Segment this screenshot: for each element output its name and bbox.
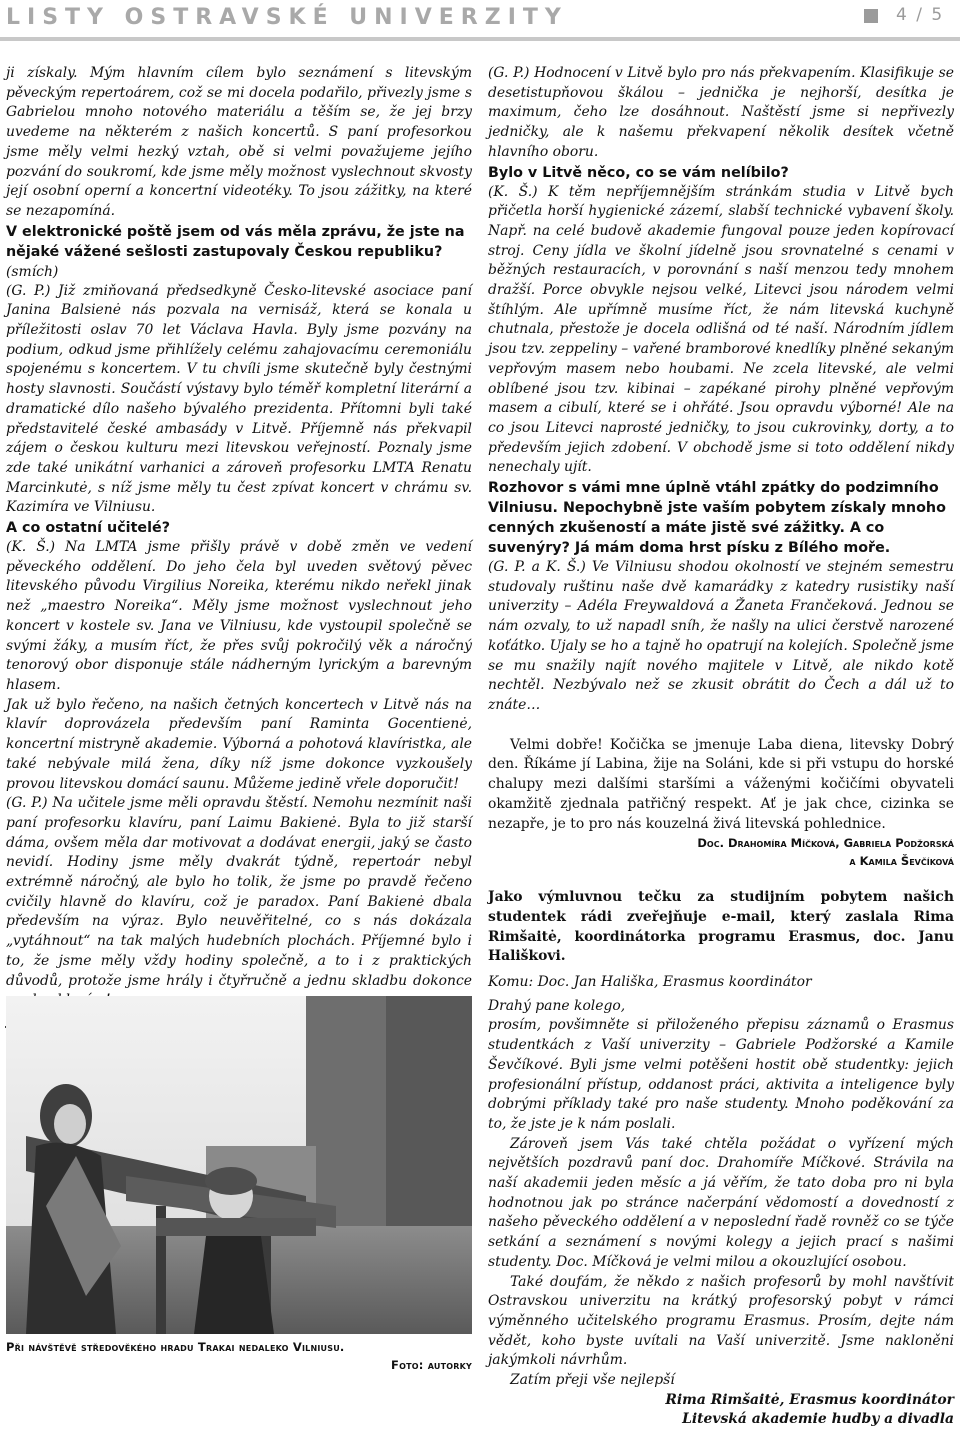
page-header — [0, 0, 960, 34]
interview-question: A co ostatní učitelé? — [6, 520, 170, 537]
paragraph: (K. Š.) Na LMTA jsme přišly právě v době změn ve vedení pěveckého oddělení. Do jeho čela byl uveden světový pěvec litevského původu Virgilius Noreika, kterému nikdo neřekl jinak než „maestro Noreika“. Měly jsme možnost vyslechnout jeho koncert v kostele sv. Jana ve Vilniusu, kde vystoupil společně se svými žáky, a musím říct, že přes svůj pokročilý věk a náročný tenorový obor disponuje stále nádherným lyrickým a barevným hlasem. — [6, 539, 472, 693]
paragraph: (G. P.) Již zmiňovaná předsedkyně Česko-litevské asociace paní Janina Balsienė nás pozvala na vernisáž, která se konala u příležitosti oslav 70 let Václava Havla. Byly jsme pozvány na podium, odkud jsme přihlížely celému zahajovacímu ceremoniálu spojenému s koncertem. V tu chvíli jsme skutečně byly čestnými hosty slavnosti. Součástí výstavy bylo téměř kompletní literární a dramatické dílo našeho bývalého prezidenta. Přítomni byli také představitelé české ambasády v Litvě. Příjemně nás překvapil zájem o českou kulturu mezi litevskou veřejností. Poznaly jsme zde také unikátní varhanici a zároveň profesorku LMTA Renatu Marcinkutė, s níž jsme měly tu čest zpívat koncert v chrámu sv. Kazimíra ve Vilniusu. — [6, 282, 472, 516]
photo-illustration — [6, 996, 472, 1334]
signature-line: Doc. Drahomíra Míčková, Gabriela Podžorská — [697, 836, 954, 851]
email-greeting: Drahý pane kolego, — [488, 997, 626, 1014]
paragraph: (G. P. a K. Š.) Ve Vilniusu shodou okolností ve stejném semestru studovaly ruštinu naše dvě kamarádky z katedry rusistiky naší univerzity – Adéla Freywaldová a Žaneta Frančeková. Jednou se nám ozvaly, to už napadl sníh, že našly na ulici čerstvě narozené koťátko. Ujaly se ho a tajně ho opatrují na kolejích. Společně jsme se mu snažily najít nového majitele v Litvě, ale nikdo kotě nechtěl. Nezbývalo než se zkusit obrátit do Čech a dál už to znáte… — [488, 559, 954, 713]
paragraph: (G. P.) Hodnocení v Litvě bylo pro nás překvapením. Klasifikuje se desetistupňovou škálou – jednička je nejhorší, desítka je maximum, čeho lze dosáhnout. Naštěstí jsme si nepřivezly jedničky, ale k našemu překvapení několik desítek včetně hlavního oboru. — [488, 65, 954, 160]
email-signature-name: Rima Rimšaitė, Erasmus koordinátor — [665, 1391, 954, 1408]
interview-question — [6, 222, 472, 282]
photo-caption — [6, 1340, 472, 1372]
email-recipient: Komu: Doc. Jan Hališka, Erasmus koordinátor — [488, 974, 812, 991]
email-paragraph: prosím, povšimněte si přiloženého přepisu záznamů o Erasmus studentkách z Vaší univerzity – Gabriele Podžorské a Kamile Ševčíkové. Byli jsme velmi potěšeni hostit obě studentky: jejich profesionální přístup, oddanost práci, aktivita a inteligence byly dobrými příklady také pro naše studenty. Mnoho poděkování za to, že jste je k nám poslali. — [488, 1017, 954, 1132]
email-paragraph: Také doufám, že někdo z našich profesorů by mohl navštívit Ostravskou univerzitu na krátký profesorský pobyt v rámci výměnného učitelského programu Erasmus. Prosím, dejte nám vědět, koho byste uvítali na Vaší univerzitě. Jsme nakloněni jakýmkoli návrhům. — [488, 1273, 954, 1369]
interview-question: Bylo v Litvě něco, co se vám nelíbilo? — [488, 164, 789, 181]
left-column — [6, 64, 472, 1051]
photo-credit: Foto: autorky — [391, 1358, 472, 1372]
photo-trakai-castle — [6, 996, 472, 1334]
signature-authors — [488, 834, 954, 870]
paragraph: (G. P.) Na učitele jsme měli opravdu štěstí. Nemohu nezmínit naši paní profesorku klavíru, paní Laimu Bakienė. Byla to již starší dáma, ovšem měla dar motivovat a dodávat energii, jaký se často nevidí. Hodiny jsme měly dvakrát týdně, repertoár nebyl extrémně náročný, ale bylo ho tolik, že jsme po pravdě řečeno cvičily hlavně do klavíru, což je paradox. Paní Bakienė dbala především na výraz. Bylo neuvěřitelné, co s nás dokázala „vytáhnout“ na tak malých hudebních plochách. Příjemné bylo i to, že jsme měly vždy hodiny společně, a to i z praktických důvodů, protože jsme hrály i čtyřručně a jednu skladbu dokonce — [6, 795, 472, 989]
paragraph: Velmi dobře! Kočička se jmenuje Laba diena, litevsky Dobrý den. Říkáme jí Labina, žije na Soláni, kde si při vstupu do horské chalupy mezi dalšími staršími a váženými kočičími obyvateli okamžitě zjednala patřičný respekt. Ať je jak chce, cizinka se nezapře, je to pro nás kouzelná živá litevská pohlednice. — [488, 736, 954, 832]
interview-question: Rozhovor s vámi mne úplně vtáhl zpátky do podzimního Vilniusu. Nepochybně jste vaším pobytem získaly mnoho cenných zkušeností a máte jistě své zážitky. A co suvenýry? Já mám doma hrst písku z Bílého moře. — [488, 480, 946, 557]
signature-line: a Kamila Ševčíková — [849, 854, 954, 869]
page-number: 4 / 5 — [896, 5, 945, 25]
question-aside: (smích) — [6, 263, 59, 280]
paragraph: (K. Š.) K těm nepříjemnějším stránkám studia v Litvě bych přičetla horší hygienické zázemí, slabší technické vybavení školy. Např. na celé budově akademie fungoval pouze jeden kopírovací stroj. Ceny jídla ve školní jídelně jsou srovnatelné s cenami v běžných restauracích, v porovnání s naší menzou tedy mnohem dražší. Porce obvykle nejsou velké, Litevci jsou národem velmi štíhlým. Ale upřímně musíme říct, že nám litevská kuchyně chutnala, přestože je docela odlišná od té naší. Národním jídlem jsou tzv. zeppeliny – vařené bramborové knedlíky plněné sekaným vepřovým masem nebo houbami. Ne zcela litevské, ale velmi oblíbené jsou tzv. kibinai – zapékané pirohy plněné vepřovým masem a cibulí, které se i ohřáté. Jsou opravdu výborné! Ale na co jsou Litevci naprosté jedničky, to jsou cukrovinky, dorty, a to především jejich zdobení. V obchodě jsme si toto oddělení nikdy nenechaly ujít. — [488, 183, 954, 476]
email-intro: Jako výmluvnou tečku za studijním pobytem našich studentek rádi zveřejňuje e-mail, který zaslala Rima Rimšaitė, koordinátorka programu Erasmus, doc. Janu Hališkovi. — [488, 889, 954, 965]
email-signature-institution: Litevská akademie hudby a divadla — [682, 1411, 954, 1428]
header-square-ornament — [864, 9, 878, 23]
question-text: V elektronické poště jsem od vás měla zprávu, že jste na nějaké vážené sešlosti zastupovaly Českou republiku? — [6, 223, 465, 260]
paragraph: Jak už bylo řečeno, na našich četných koncertech v Litvě nás na klavír doprovázela především paní Raminta Gocentienė, koncertní mistryně akademie. Výborná a pohotová klavíristka, ale také nebývale milá žena, díky níž jsme dokonce vyzkoušely provou litevskou domácí saunu. Můžeme jedině vřele doporučit! — [6, 696, 472, 792]
journal-title: LISTY OSTRAVSKÉ UNIVERZITY — [6, 4, 568, 30]
right-column — [488, 64, 954, 1430]
paragraph: ji získaly. Mým hlavním cílem bylo seznámení s litevským pěveckým repertoárem, což se mi docela podařilo, přivezly jsme s Gabrielou mnoho notového materiálu a těším se, že jej brzy uvedeme na některém z našich koncertů. S paní profesorkou jsme měly velmi hezký vztah, obě si velmi považujeme jejího pozvání do soukromí, kde jsme měly možnost vyslechnout skvosty její osobní operní a koncertní videotéky. To jsou zážitky, na které se nezapomíná. — [6, 65, 472, 219]
email-paragraph: Zároveň jsem Vás také chtěla požádat o vyřízení mých největších pozdravů paní doc. Drahomíře Míčkové. Strávila na naší akademii jeden měsíc a já věřím, že tato doba pro ni byla hodnotnou jak po stránce načerpání vědomostí a dovedností z našeho pěveckého oddělení a v neposlední řadě rovněž co se týče setkání a seznámení s novými kolegy a jejich prací s našimi studenty. Doc. Míčková je velmi milou a okouzlující osobou. — [488, 1135, 954, 1270]
caption-text: Při návštěvě středověkého hradu Trakai nedaleko Vilniusu. — [6, 1340, 345, 1354]
header-rule — [0, 37, 960, 41]
email-closing: Zatím přeji vše nejlepší — [510, 1372, 675, 1389]
